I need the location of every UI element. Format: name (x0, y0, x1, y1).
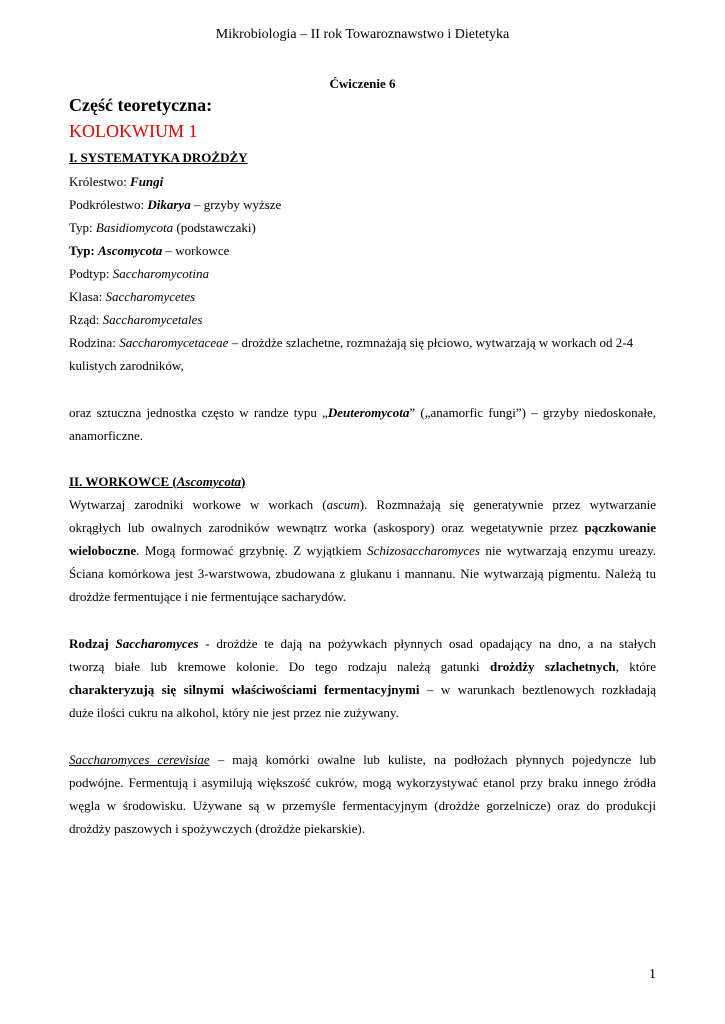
kingdom-line: Królestwo: Fungi (69, 174, 164, 189)
cerevisiae-p3-line2: podwójne. Fermentują i asymilują większość cukrów, mogą wykorzystywać etanol przy braku innego źródła (69, 775, 656, 790)
exercise-title: Ćwiczenie 6 (329, 76, 396, 91)
cerevisiae-p3-line1: Saccharomyces cerevisiae – mają komórki owalne lub kuliste, na podłożach płynnych pojedyncze lub (69, 752, 656, 767)
deuteromycota-line-2: anamorficzne. (69, 428, 143, 443)
saccharomyces-p2-line3: charakteryzują się silnymi właściwościami fermentacyjnymi – w warunkach beztlenowych rozkładają (69, 682, 656, 697)
cerevisiae-p3-line4: drożdży paszowych i spożywczych (drożdże piekarskie). (69, 821, 365, 836)
phylum2-line: Typ: Ascomycota – workowce (69, 243, 230, 258)
saccharomyces-p2-line4: duże ilości cukru na alkohol, który nie jest przez nie zużywany. (69, 705, 399, 720)
workowce-p1-line3: wieloboczne. Mogą formować grzybnię. Z wyjątkiem Schizosaccharomyces nie wytwarzają enzymu ureazy. (69, 543, 656, 558)
deuteromycota-line: oraz sztuczna jednostka często w randze typu „Deuteromycota” („anamorfic fungi”) – grzyby niedoskonałe, (69, 405, 656, 420)
page-number: 1 (649, 967, 656, 982)
class-line: Klasa: Saccharomycetes (69, 289, 196, 304)
order-line: Rząd: Saccharomycetales (69, 312, 203, 327)
page-header: Mikrobiologia – II rok Towaroznawstwo i Dietetyka (215, 27, 510, 42)
phylum1-line: Typ: Basidiomycota (podstawczaki) (69, 220, 256, 235)
workowce-p1-line5: drożdże fermentujące i nie fermentujące sacharydów. (69, 589, 347, 604)
theory-heading: Część teoretyczna: (69, 95, 213, 115)
kolokwium-heading: KOLOKWIUM 1 (69, 121, 198, 141)
family-line: Rodzina: Saccharomycetaceae – drożdże szlachetne, rozmnażają się płciowo, wytwarzają w workach od 2-4 (69, 335, 634, 350)
workowce-p1-line1: Wytwarzaj zarodniki workowe w workach (ascum). Rozmnażają się generatywnie przez wytwarzanie (69, 497, 656, 512)
section1-title: I. SYSTEMATYKA DROŻDŻY (69, 150, 248, 165)
subphylum-line: Podtyp: Saccharomycotina (69, 266, 209, 281)
saccharomyces-p2-line2: tworzą białe lub kremowe kolonie. Do tego rodzaju należą gatunki drożdży szlachetnych, które (69, 659, 657, 674)
family-line-2: kulistych zarodników, (69, 358, 184, 373)
subkingdom-line: Podkrólestwo: Dikarya – grzyby wyższe (69, 197, 282, 212)
cerevisiae-p3-line3: węgla w środowisku. Używane są w przemyśle fermentacyjnym (drożdże gorzelnicze) oraz do produkcji (69, 798, 656, 813)
workowce-p1-line2: okrągłych lub owalnych zarodników wewnątrz worka (askospory) oraz wegetatywnie przez pączkowanie (69, 520, 656, 535)
workowce-p1-line4: Ściana komórkowa jest 3-warstwowa, zbudowana z glukanu i mannanu. Nie wytwarzają pigmentu. Należą tu (69, 566, 656, 581)
saccharomyces-p2-line1: Rodzaj Saccharomyces - drożdże te dają na pożywkach płynnych osad opadający na dno, a na stałych (69, 636, 656, 651)
section2-title: II. WORKOWCE (Ascomycota) (69, 474, 246, 489)
